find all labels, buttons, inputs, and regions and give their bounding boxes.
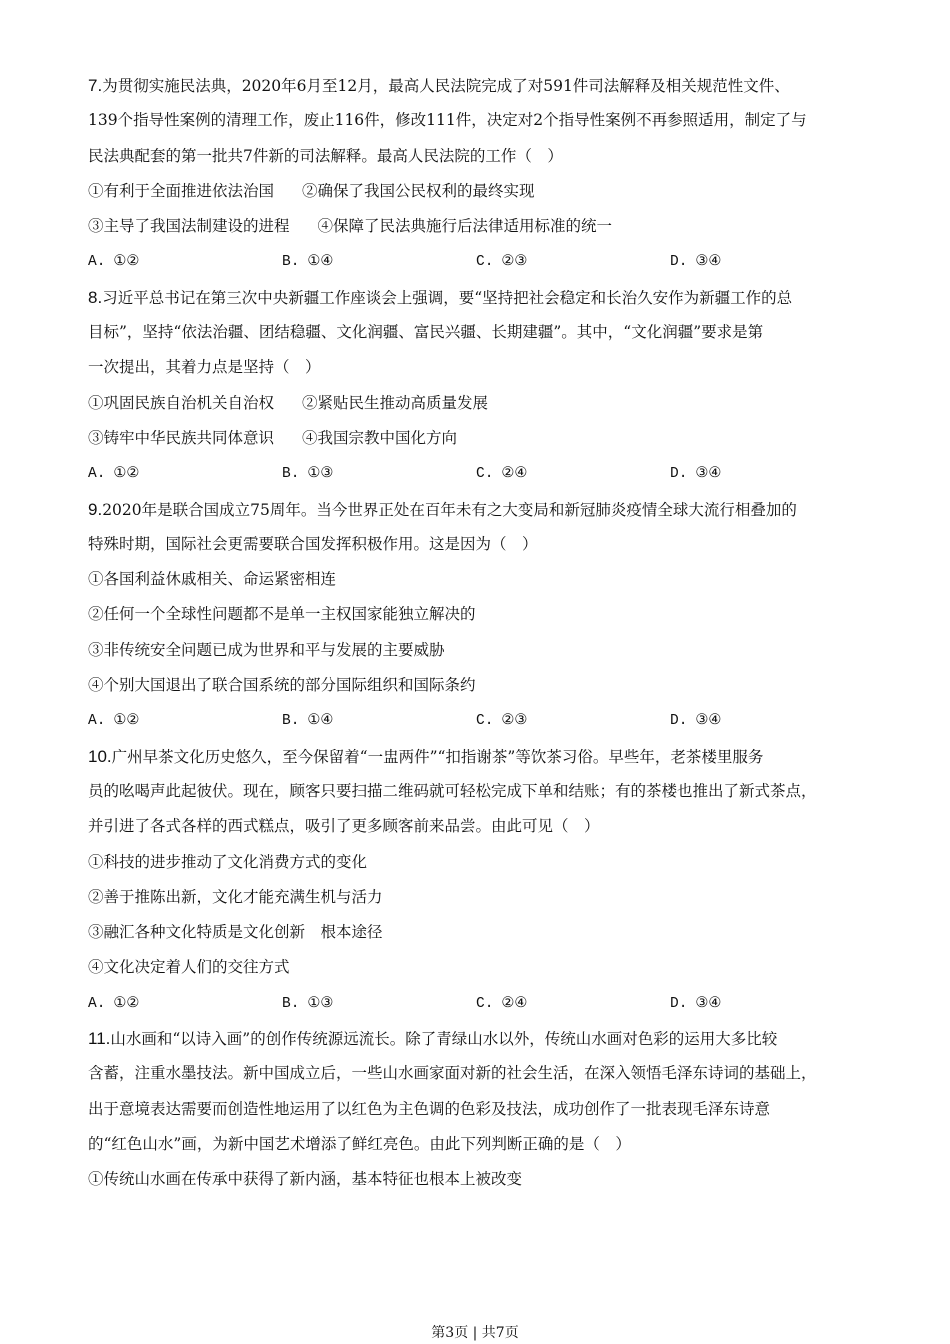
option-row	[88, 562, 868, 597]
answer-choice-c[interactable]	[476, 244, 670, 279]
question-stem-line	[88, 350, 868, 385]
answer-choices	[88, 986, 868, 1021]
answer-choices	[88, 244, 868, 279]
stem-text: 员的吆喝声此起彼伏。现在，顾客只要扫描二维码就可轻松完成下单和结账；有的茶楼也推出了新式茶点，	[88, 781, 817, 800]
answer-choice-b[interactable]	[282, 244, 476, 279]
exam-page	[88, 68, 868, 1198]
question-stem-line	[88, 68, 868, 103]
choice-letter: B.	[282, 466, 300, 483]
stem-text: 特殊时期，国际社会更需要联合国发挥积极作用。这是因为（ ）	[88, 534, 538, 553]
option-row	[88, 915, 868, 950]
question-stem-line	[88, 492, 868, 527]
answer-choice-d[interactable]	[670, 703, 864, 738]
choice-letter: B.	[282, 254, 300, 271]
option-statement: ④文化决定着人们的交往方式	[88, 958, 290, 977]
option-statement: ①巩固民族自治机关自治权	[88, 393, 275, 412]
stem-text: 出于意境表达需要而创造性地运用了以红色为主色调的色彩及技法，成功创作了一批表现毛泽东诗意	[88, 1099, 771, 1118]
option-row	[88, 633, 868, 668]
stem-text: 139个指导性案例的清理工作，废止116件，修改111件，决定对2个指导性案例不再参照适用，制定了与	[88, 111, 807, 130]
option-statement: ④保障了民法典施行后法律适用标准的统一	[317, 217, 613, 236]
stem-text: 并引进了各式各样的西式糕点，吸引了更多顾客前来品尝。由此可见（ ）	[88, 817, 600, 836]
question-number: 10.	[88, 746, 112, 766]
answer-choice-d[interactable]	[670, 244, 864, 279]
choice-letter: C.	[476, 466, 494, 483]
choice-value: ③④	[695, 253, 722, 270]
choice-value: ③④	[695, 712, 722, 729]
stem-text: 民法典配套的第一批共7件新的司法解释。最高人民法院的工作（ ）	[88, 146, 563, 165]
choice-value: ②③	[501, 253, 528, 270]
option-statement: ①各国利益休戚相关、命运紧密相连	[88, 570, 337, 589]
question-stem-line	[88, 1021, 868, 1056]
option-row	[88, 421, 868, 456]
question-8	[88, 280, 868, 492]
choice-value: ①②	[113, 465, 140, 482]
option-statement: ④我国宗教中国化方向	[302, 428, 458, 447]
question-stem-line	[88, 280, 868, 315]
option-row	[88, 209, 868, 244]
question-stem-line	[88, 774, 868, 809]
stem-text: 含蓄，注重水墨技法。新中国成立后，一些山水画家面对新的社会生活，在深入领悟毛泽东诗词的基础上，	[88, 1064, 817, 1083]
option-row	[88, 174, 868, 209]
option-row	[88, 845, 868, 880]
answer-choice-c[interactable]	[476, 986, 670, 1021]
choice-value: ①②	[113, 253, 140, 270]
choice-letter: A.	[88, 995, 106, 1012]
choice-value: ①③	[307, 994, 334, 1011]
question-number: 9.	[88, 499, 103, 519]
choice-value: ①②	[113, 994, 140, 1011]
answer-choice-a[interactable]	[88, 244, 282, 279]
choice-letter: D.	[670, 466, 688, 483]
option-statement: ③主导了我国法制建设的进程	[88, 217, 290, 236]
stem-text: 的“红色山水”画，为新中国艺术增添了鲜红亮色。由此下列判断正确的是（ ）	[88, 1134, 631, 1153]
question-stem-line	[88, 315, 868, 350]
choice-letter: D.	[670, 995, 688, 1012]
stem-text: 习近平总书记在第三次中央新疆工作座谈会上强调，要“坚持把社会稳定和长治久安作为新疆工作的总	[102, 288, 793, 307]
option-row	[88, 1162, 868, 1197]
choice-letter: B.	[282, 713, 300, 730]
option-statement: ③融汇各种文化特质是文化创新 根本途径	[88, 923, 383, 942]
question-number: 11.	[88, 1029, 111, 1049]
option-statement: ①有利于全面推进依法治国	[88, 181, 275, 200]
choice-letter: C.	[476, 713, 494, 730]
answer-choice-a[interactable]	[88, 456, 282, 491]
choice-letter: D.	[670, 713, 688, 730]
option-statement: ④个别大国退出了联合国系统的部分国际组织和国际条约	[88, 676, 476, 695]
question-stem-line	[88, 1092, 868, 1127]
stem-text: 广州早茶文化历史悠久，至今保留着“一盅两件”“扣指谢茶”等饮茶习俗。早些年，老茶楼里服务	[111, 747, 764, 766]
question-7	[88, 68, 868, 280]
choice-value: ②④	[501, 465, 528, 482]
choice-letter: C.	[476, 995, 494, 1012]
answer-choices	[88, 703, 868, 738]
question-10	[88, 739, 868, 1021]
choice-letter: A.	[88, 713, 106, 730]
question-number: 8.	[88, 287, 103, 307]
option-statement: ③非传统安全问题已成为世界和平与发展的主要威胁	[88, 640, 445, 659]
question-stem-line	[88, 1056, 868, 1091]
choice-value: ③④	[695, 465, 722, 482]
choice-value: ①④	[307, 253, 334, 270]
question-stem-line	[88, 103, 868, 138]
option-statement: ①科技的进步推动了文化消费方式的变化	[88, 852, 368, 871]
stem-text: 一次提出，其着力点是坚持（ ）	[88, 358, 321, 377]
option-statement: ②紧贴民生推动高质量发展	[302, 393, 489, 412]
stem-text: 为贯彻实施民法典，2020年6月至12月，最高人民法院完成了对591件司法解释及相关规范性文件、	[102, 77, 790, 95]
answer-choice-b[interactable]	[282, 456, 476, 491]
question-stem-line	[88, 139, 868, 174]
question-9	[88, 492, 868, 739]
stem-text: 2020年是联合国成立75周年。当今世界正处在百年未有之大变局和新冠肺炎疫情全球大流行相叠加的	[102, 500, 797, 519]
stem-text: 山水画和“以诗入画”的创作传统源远流长。除了青绿山水以外，传统山水画对色彩的运用大多比较	[110, 1030, 778, 1049]
answer-choice-a[interactable]	[88, 986, 282, 1021]
option-row	[88, 668, 868, 703]
question-stem-line	[88, 527, 868, 562]
choice-letter: C.	[476, 254, 494, 271]
question-stem-line	[88, 739, 868, 774]
answer-choices	[88, 456, 868, 491]
choice-value: ①④	[307, 712, 334, 729]
answer-choice-a[interactable]	[88, 703, 282, 738]
answer-choice-d[interactable]	[670, 986, 864, 1021]
answer-choice-b[interactable]	[282, 986, 476, 1021]
choice-letter: A.	[88, 254, 106, 271]
choice-letter: A.	[88, 466, 106, 483]
option-statement: ②善于推陈出新，文化才能充满生机与活力	[88, 887, 383, 906]
option-row	[88, 880, 868, 915]
question-11	[88, 1021, 868, 1197]
choice-letter: D.	[670, 254, 688, 271]
choice-value: ③④	[695, 994, 722, 1011]
choice-value: ①③	[307, 465, 334, 482]
answer-choice-d[interactable]	[670, 456, 864, 491]
option-statement: ②任何一个全球性问题都不是单一主权国家能独立解决的	[88, 605, 476, 624]
answer-choice-c[interactable]	[476, 703, 670, 738]
choice-value: ①②	[113, 712, 140, 729]
question-number: 7.	[88, 76, 103, 95]
option-row	[88, 950, 868, 985]
option-statement: ①传统山水画在传承中获得了新内涵，基本特征也根本上被改变	[88, 1170, 523, 1189]
option-statement: ③铸牢中华民族共同体意识	[88, 428, 275, 447]
choice-value: ②③	[501, 712, 528, 729]
question-stem-line	[88, 1127, 868, 1162]
question-stem-line	[88, 809, 868, 844]
choice-value: ②④	[501, 994, 528, 1011]
option-statement: ②确保了我国公民权利的最终实现	[302, 181, 535, 200]
stem-text: 目标”，坚持“依法治疆、团结稳疆、文化润疆、富民兴疆、长期建疆”。其中，“文化润疆”要求是第	[88, 323, 764, 342]
page-footer: 第3页 | 共7页	[431, 1325, 519, 1341]
option-row	[88, 386, 868, 421]
option-row	[88, 597, 868, 632]
answer-choice-b[interactable]	[282, 703, 476, 738]
choice-letter: B.	[282, 995, 300, 1012]
answer-choice-c[interactable]	[476, 456, 670, 491]
